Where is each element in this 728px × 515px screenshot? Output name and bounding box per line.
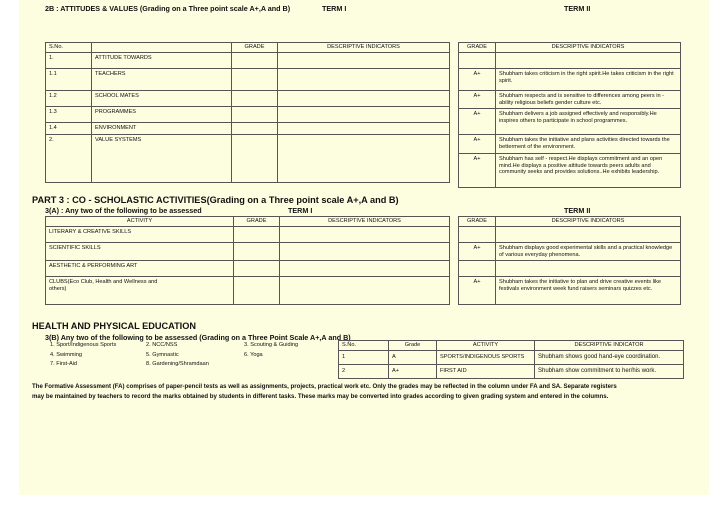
table-header-row xyxy=(339,341,684,351)
row-grade xyxy=(232,123,278,135)
col-header-grade: GRADE xyxy=(459,217,496,227)
activity-name-text: CLUBS(Eco Club, Health and Wellness and others) xyxy=(49,279,158,292)
row-desc xyxy=(496,53,681,69)
row-desc xyxy=(280,277,450,305)
table-row xyxy=(339,351,684,365)
activity-name xyxy=(46,277,234,305)
col-header-descriptive-indicator: DESCRIPTIVE INDICATOR xyxy=(535,341,684,351)
col-header-sno: S.No. xyxy=(339,341,389,351)
row-desc: Shubham shows good hand-eye coordination. xyxy=(535,351,684,365)
table-row xyxy=(459,53,681,69)
table-row xyxy=(459,261,681,277)
row-grade xyxy=(232,69,278,91)
row-grade xyxy=(232,107,278,123)
table-row xyxy=(459,277,681,305)
table-row xyxy=(459,109,681,135)
table-row xyxy=(46,53,450,69)
row-grade xyxy=(459,261,496,277)
table-row xyxy=(459,91,681,109)
table-row xyxy=(46,69,450,91)
row-desc xyxy=(280,243,450,261)
row-desc: Shubham delivers a job assigned effectively and responsibly.He inspires others to participate in school programmes. xyxy=(496,109,681,135)
health-option: 7. First-Aid xyxy=(50,361,78,367)
table-row xyxy=(46,135,450,183)
row-desc xyxy=(280,227,450,243)
attitudes-term2-label: TERM II xyxy=(564,4,591,13)
health-option: 8. Gardening/Shramdaan xyxy=(146,361,209,367)
col-header-activity: ACTIVITY xyxy=(46,217,234,227)
activity-name: SCIENTIFIC SKILLS xyxy=(46,243,234,261)
row-grade: A+ xyxy=(459,277,496,305)
col-header-sno: S.No. xyxy=(46,43,92,53)
col-header-grade: GRADE xyxy=(232,43,278,53)
health-option: 2. NCC/NSS xyxy=(146,342,178,348)
row-name: ATTITUDE TOWARDS xyxy=(92,53,232,69)
table-row xyxy=(46,123,450,135)
row-name: ENVIRONMENT xyxy=(92,123,232,135)
row-desc xyxy=(280,261,450,277)
table-header-row xyxy=(459,43,681,53)
row-grade: A+ xyxy=(459,69,496,91)
table-row xyxy=(459,69,681,91)
part3-term1-label: TERM I xyxy=(288,206,313,215)
row-desc: Shubham takes criticism in the right spirit.He takes criticism in the right spirit. xyxy=(496,69,681,91)
table-row xyxy=(339,365,684,379)
row-grade xyxy=(234,261,280,277)
col-header-descriptive-indicators: DESCRIPTIVE INDICATORS xyxy=(496,43,681,53)
row-grade xyxy=(234,277,280,305)
health-table xyxy=(338,340,684,379)
row-sno: 1.3 xyxy=(46,107,92,123)
attitudes-term1-table xyxy=(45,42,450,183)
row-name: VALUE SYSTEMS xyxy=(92,135,232,183)
row-name: SCHOOL MATES xyxy=(92,91,232,107)
health-option: 6. Yoga xyxy=(244,352,263,358)
attitudes-title: 2B : ATTITUDES & VALUES (Grading on a Three point scale A+,A and B) xyxy=(45,4,291,13)
part3-term1-table xyxy=(45,216,450,305)
row-desc xyxy=(278,123,450,135)
health-option: 5. Gymnastic xyxy=(146,352,179,358)
row-grade: A+ xyxy=(459,91,496,109)
row-sno: 1.1 xyxy=(46,69,92,91)
table-row xyxy=(459,153,681,187)
row-grade xyxy=(459,53,496,69)
table-row xyxy=(46,277,450,305)
part3-subtitle: 3(A) : Any two of the following to be assessed xyxy=(45,206,202,215)
row-desc xyxy=(278,107,450,123)
table-header-row xyxy=(459,217,681,227)
row-grade xyxy=(234,243,280,261)
col-header-grade: GRADE xyxy=(459,43,496,53)
table-row xyxy=(46,91,450,107)
row-desc: Shubham respects and is sensitive to differences among peers in - ability religious beliefs gender culture etc. xyxy=(496,91,681,109)
row-grade: A xyxy=(389,351,437,365)
table-row xyxy=(459,227,681,243)
footer-note-line2: may be maintained by teachers to record the marks obtained by students in different tasks. These marks may be converted into grades according to given grading system and entered in the columns. xyxy=(32,393,609,400)
col-header-grade: GRADE xyxy=(234,217,280,227)
health-option: 1. Sport/Indigenous Sports xyxy=(50,342,117,348)
row-desc xyxy=(278,135,450,183)
row-desc: Shubham has self - respect.He displays commitment and an open mind.He displays a positive attitude towards peers adults and community seeks and provides solutions..He exhibits leadership. xyxy=(496,153,681,187)
part3-term2-label: TERM II xyxy=(564,206,591,215)
row-desc xyxy=(278,91,450,107)
table-row xyxy=(46,227,450,243)
col-header-descriptive-indicators: DESCRIPTIVE INDICATORS xyxy=(496,217,681,227)
row-sno: 1.4 xyxy=(46,123,92,135)
col-header-activity: ACTIVITY xyxy=(437,341,535,351)
row-sno: 1 xyxy=(339,351,389,365)
row-grade: A+ xyxy=(459,243,496,261)
part3-term2-table xyxy=(458,216,681,305)
row-sno: 1. xyxy=(46,53,92,69)
col-header-descriptive-indicators: DESCRIPTIVE INDICATORS xyxy=(278,43,450,53)
row-desc xyxy=(496,227,681,243)
row-name: TEACHERS xyxy=(92,69,232,91)
row-grade: A+ xyxy=(459,109,496,135)
row-desc: Shubham show commitment to her/his work. xyxy=(535,365,684,379)
health-title: HEALTH AND PHYSICAL EDUCATION xyxy=(32,321,197,331)
table-header-row xyxy=(46,43,450,53)
row-name: PROGRAMMES xyxy=(92,107,232,123)
table-header-row xyxy=(46,217,450,227)
row-desc: Shubham displays good experimental skills and a practical knowledge of various everyday phenomena. xyxy=(496,243,681,261)
row-desc xyxy=(496,261,681,277)
row-sno: 1.2 xyxy=(46,91,92,107)
health-subtitle: 3(B) Any two of the following to be assessed (Grading on a Three Point Scale A+,A and B) xyxy=(45,333,351,342)
health-option: 3. Scouting & Guiding xyxy=(244,342,299,348)
attitudes-term1-label: TERM I xyxy=(322,4,347,13)
row-grade xyxy=(459,227,496,243)
row-grade: A+ xyxy=(459,135,496,153)
row-desc xyxy=(278,53,450,69)
table-row xyxy=(459,243,681,261)
table-row xyxy=(46,261,450,277)
row-grade: A+ xyxy=(459,153,496,187)
health-option: 4. Swimming xyxy=(50,352,83,358)
row-grade: A+ xyxy=(389,365,437,379)
row-grade xyxy=(232,91,278,107)
row-sno: 2. xyxy=(46,135,92,183)
col-header-blank xyxy=(92,43,232,53)
activity-name: LITERARY & CREATIVE SKILLS xyxy=(46,227,234,243)
row-desc: Shubham takes the initiative to plan and drive creative events like festivals environment week fund raisers seminars quizzes etc. xyxy=(496,277,681,305)
row-grade xyxy=(232,53,278,69)
row-desc: Shubham takes the initiative and plans activities directed towards the betterment of the environment. xyxy=(496,135,681,153)
col-header-descriptive-indicators: DESCRIPTIVE INDICATORS xyxy=(280,217,450,227)
row-grade xyxy=(232,135,278,183)
row-activity: SPORTS/INDIGENOUS SPORTS xyxy=(437,351,535,365)
footer-note-line1: The Formative Assessment (FA) comprises of paper-pencil tests as well as assignments, projects, practical work etc. Only the grades may be reflected in the column under FA and SA. Separate registers xyxy=(32,383,617,390)
row-desc xyxy=(278,69,450,91)
table-row xyxy=(46,107,450,123)
attitudes-term2-table xyxy=(458,42,681,188)
part3-title: PART 3 : CO - SCHOLASTIC ACTIVITIES(Grading on a Three point scale A+,A and B) xyxy=(32,195,399,205)
row-activity: FIRST AID xyxy=(437,365,535,379)
activity-name: AESTHETIC & PERFORMING ART xyxy=(46,261,234,277)
row-grade xyxy=(234,227,280,243)
table-row xyxy=(46,243,450,261)
table-row xyxy=(459,135,681,153)
row-sno: 2 xyxy=(339,365,389,379)
col-header-grade: Grade xyxy=(389,341,437,351)
